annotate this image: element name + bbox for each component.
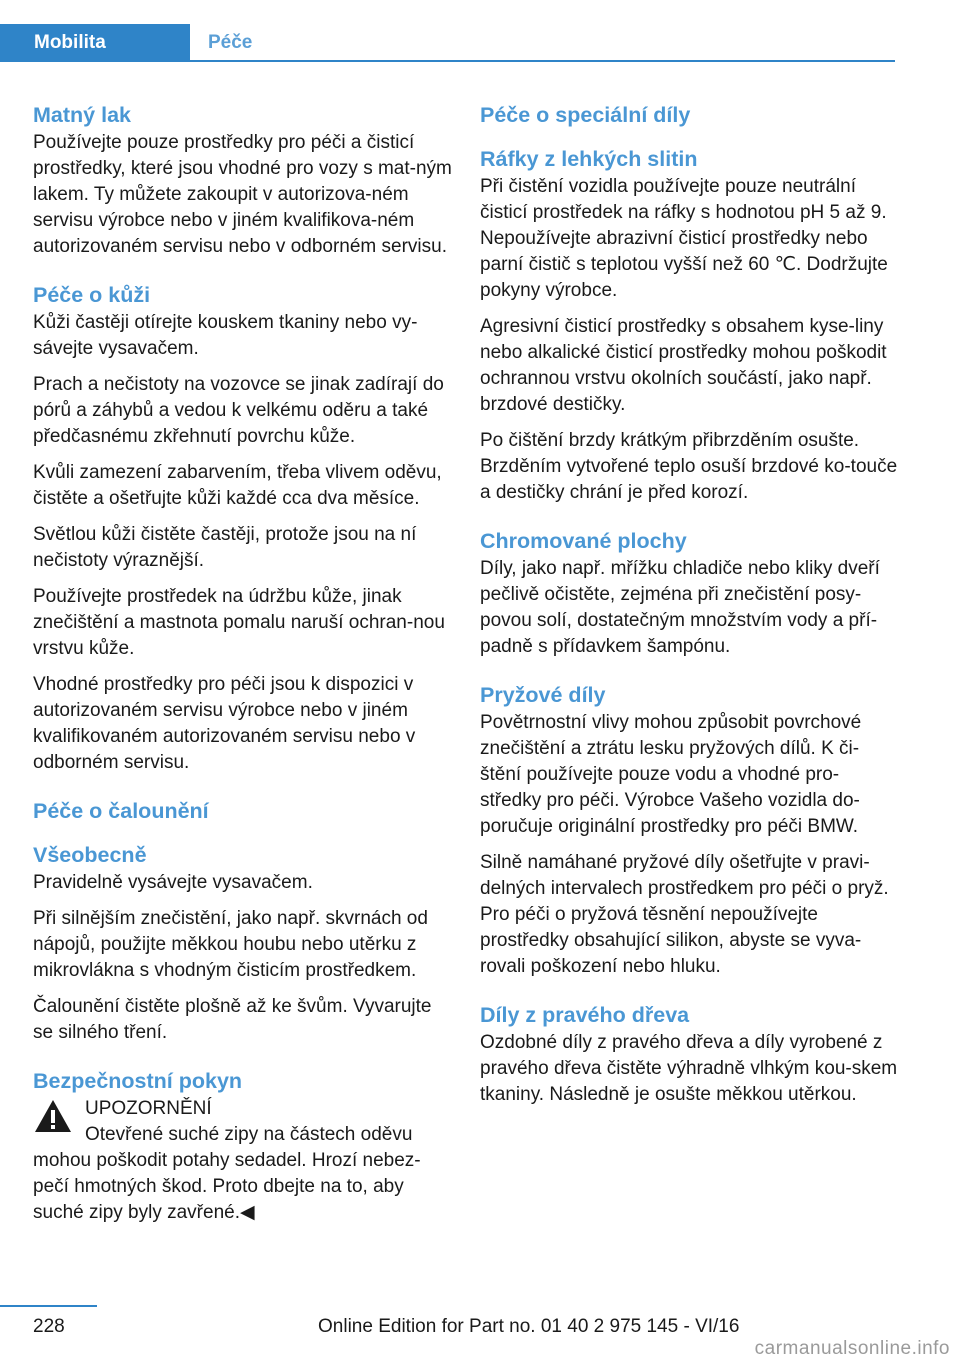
paragraph: Pravidelně vysávejte vysavačem. [33,872,313,893]
heading-dily-z-praveho-dreva: Díly z pravého dřeva [480,1003,690,1027]
paragraph: Díly, jako např. mřížku chladiče nebo kliky dveří pečlivě očistěte, zejména při znečistění posy-povou solí, dostatečným množstvím vody a pří-padně s přídavkem šampónu. [480,558,880,657]
paragraph: Používejte pouze prostředky pro péči a čisticí prostředky, které jsou vhodné pro vozy s mat-ným lakem. Ty můžete zakoupit v autorizova-ném servisu výrobce nebo v jiném kvalifikova-ném autorizovaném servisu nebo v odborném servisu. [33,132,452,257]
tab-mobilita[interactable]: Mobilita [0,24,190,61]
warning-box [33,1096,453,1226]
paragraph: Používejte prostředek na údržbu kůže, jinak znečištění a mastnota pomalu naruší ochran-nou vrstvu kůže. [33,586,445,659]
heading-pece-o-kuzi: Péče o kůži [33,283,151,307]
paragraph: Čalounění čistěte plošně až ke švům. Vyvarujte se silného tření. [33,996,432,1043]
heading-pece-o-specialni-dily: Péče o speciální díly [480,103,691,127]
paragraph: Ozdobné díly z pravého dřeva a díly vyrobené z pravého dřeva čistěte výhradně vlhkým kou-skem tkaniny. Následně je osušte měkkou utěrkou. [480,1032,898,1105]
header-tabs [0,24,252,61]
warning-title: UPOZORNĚNÍ [85,1098,212,1119]
warning-text: mohou poškodit potahy sedadel. Hrozí nebez-pečí hmotných škod. Proto dbejte na to, aby suché zipy byly zavřené.◀ [33,1150,421,1223]
paragraph: Silně namáhané pryžové díly ošetřujte v pravi-delných intervalech prostředkem pro péči o pryž. Pro péči o pryžová těsnění nepoužívejte prostředky obsahující silikon, abyste se vyva-rovali poškození nebo hluku. [480,852,889,977]
heading-pryzove-dily: Pryžové díly [480,683,606,707]
heading-chromovane-plochy: Chromované plochy [480,529,687,553]
heading-matny-lak: Matný lak [33,103,131,127]
heading-rafky: Ráfky z lehkých slitin [480,147,698,171]
right-column [480,100,900,1118]
paragraph: Prach a nečistoty na vozovce se jinak zadírají do pórů a záhybů a vedou k velkému oděru a také předčasnému zkřehnutí povrchu kůže. [33,374,444,447]
watermark: carmanualsonline.info [754,1338,950,1359]
paragraph: Při silnějším znečistění, jako např. skvrnách od nápojů, použijte měkkou houbu nebo utěrku z mikrovlákna s vhodným čisticím prostředkem. [33,908,428,981]
paragraph: Vhodné prostředky pro péči jsou k dispozici v autorizovaném servisu výrobce nebo v jiném kvalifikovaném autorizovaném servisu nebo v odborném servisu. [33,674,416,773]
tab-pece[interactable]: Péče [208,31,253,53]
heading-pece-o-calouneni: Péče o čalounění [33,799,209,823]
paragraph: Při čistění vozidla používejte pouze neutrální čisticí prostředek na ráfky s hodnotou pH 5 až 9. Nepoužívejte abrazivní čisticí prostředky nebo parní čistič s teplotou vyšší než 60 ℃. Dodržujte pokyny výrobce. [480,176,888,301]
paragraph: Světlou kůži čistěte častěji, protože jsou na ní nečistoty výraznější. [33,524,417,571]
paragraph: Agresivní čisticí prostředky s obsahem kyse-liny nebo alkalické čisticí prostředky mohou poškodit ochrannou vrstvu okolních součástí, jako např. brzdové destičky. [480,316,887,415]
paragraph: Povětrnostní vlivy mohou způsobit povrchové znečištění a ztrátu lesku pryžových dílů. K či-štění používejte pouze vodu a vhodné pro-středky pro péči. Výrobce Vašeho vozidla do-poručuje originální prostředky pro péči BMW. [480,712,862,837]
page-number: 228 [33,1316,65,1337]
paragraph: Kůži častěji otírejte kouskem tkaniny nebo vy-sávejte vysavačem. [33,312,418,359]
warning-line1: Otevřené suché zipy na částech oděvu [85,1124,413,1145]
edition-text: Online Edition for Part no. 01 40 2 975 145 - VI/16 [318,1316,740,1337]
paragraph: Kvůli zamezení zabarvením, třeba vlivem oděvu, čistěte a ošetřujte kůži každé cca dva měsíce. [33,462,442,509]
warning-triangle-icon [33,1098,73,1134]
heading-vseobecne: Všeobecně [33,843,147,867]
left-column [33,100,453,1236]
footer-rule [0,1305,97,1307]
heading-bezpecnostni-pokyn: Bezpečnostní pokyn [33,1069,243,1093]
paragraph: Po čištění brzdy krátkým přibrzděním osušte. Brzděním vytvořené teplo osuší brzdové ko-touče a destičky chrání je před korozí. [480,430,898,503]
header-rule [0,60,895,62]
